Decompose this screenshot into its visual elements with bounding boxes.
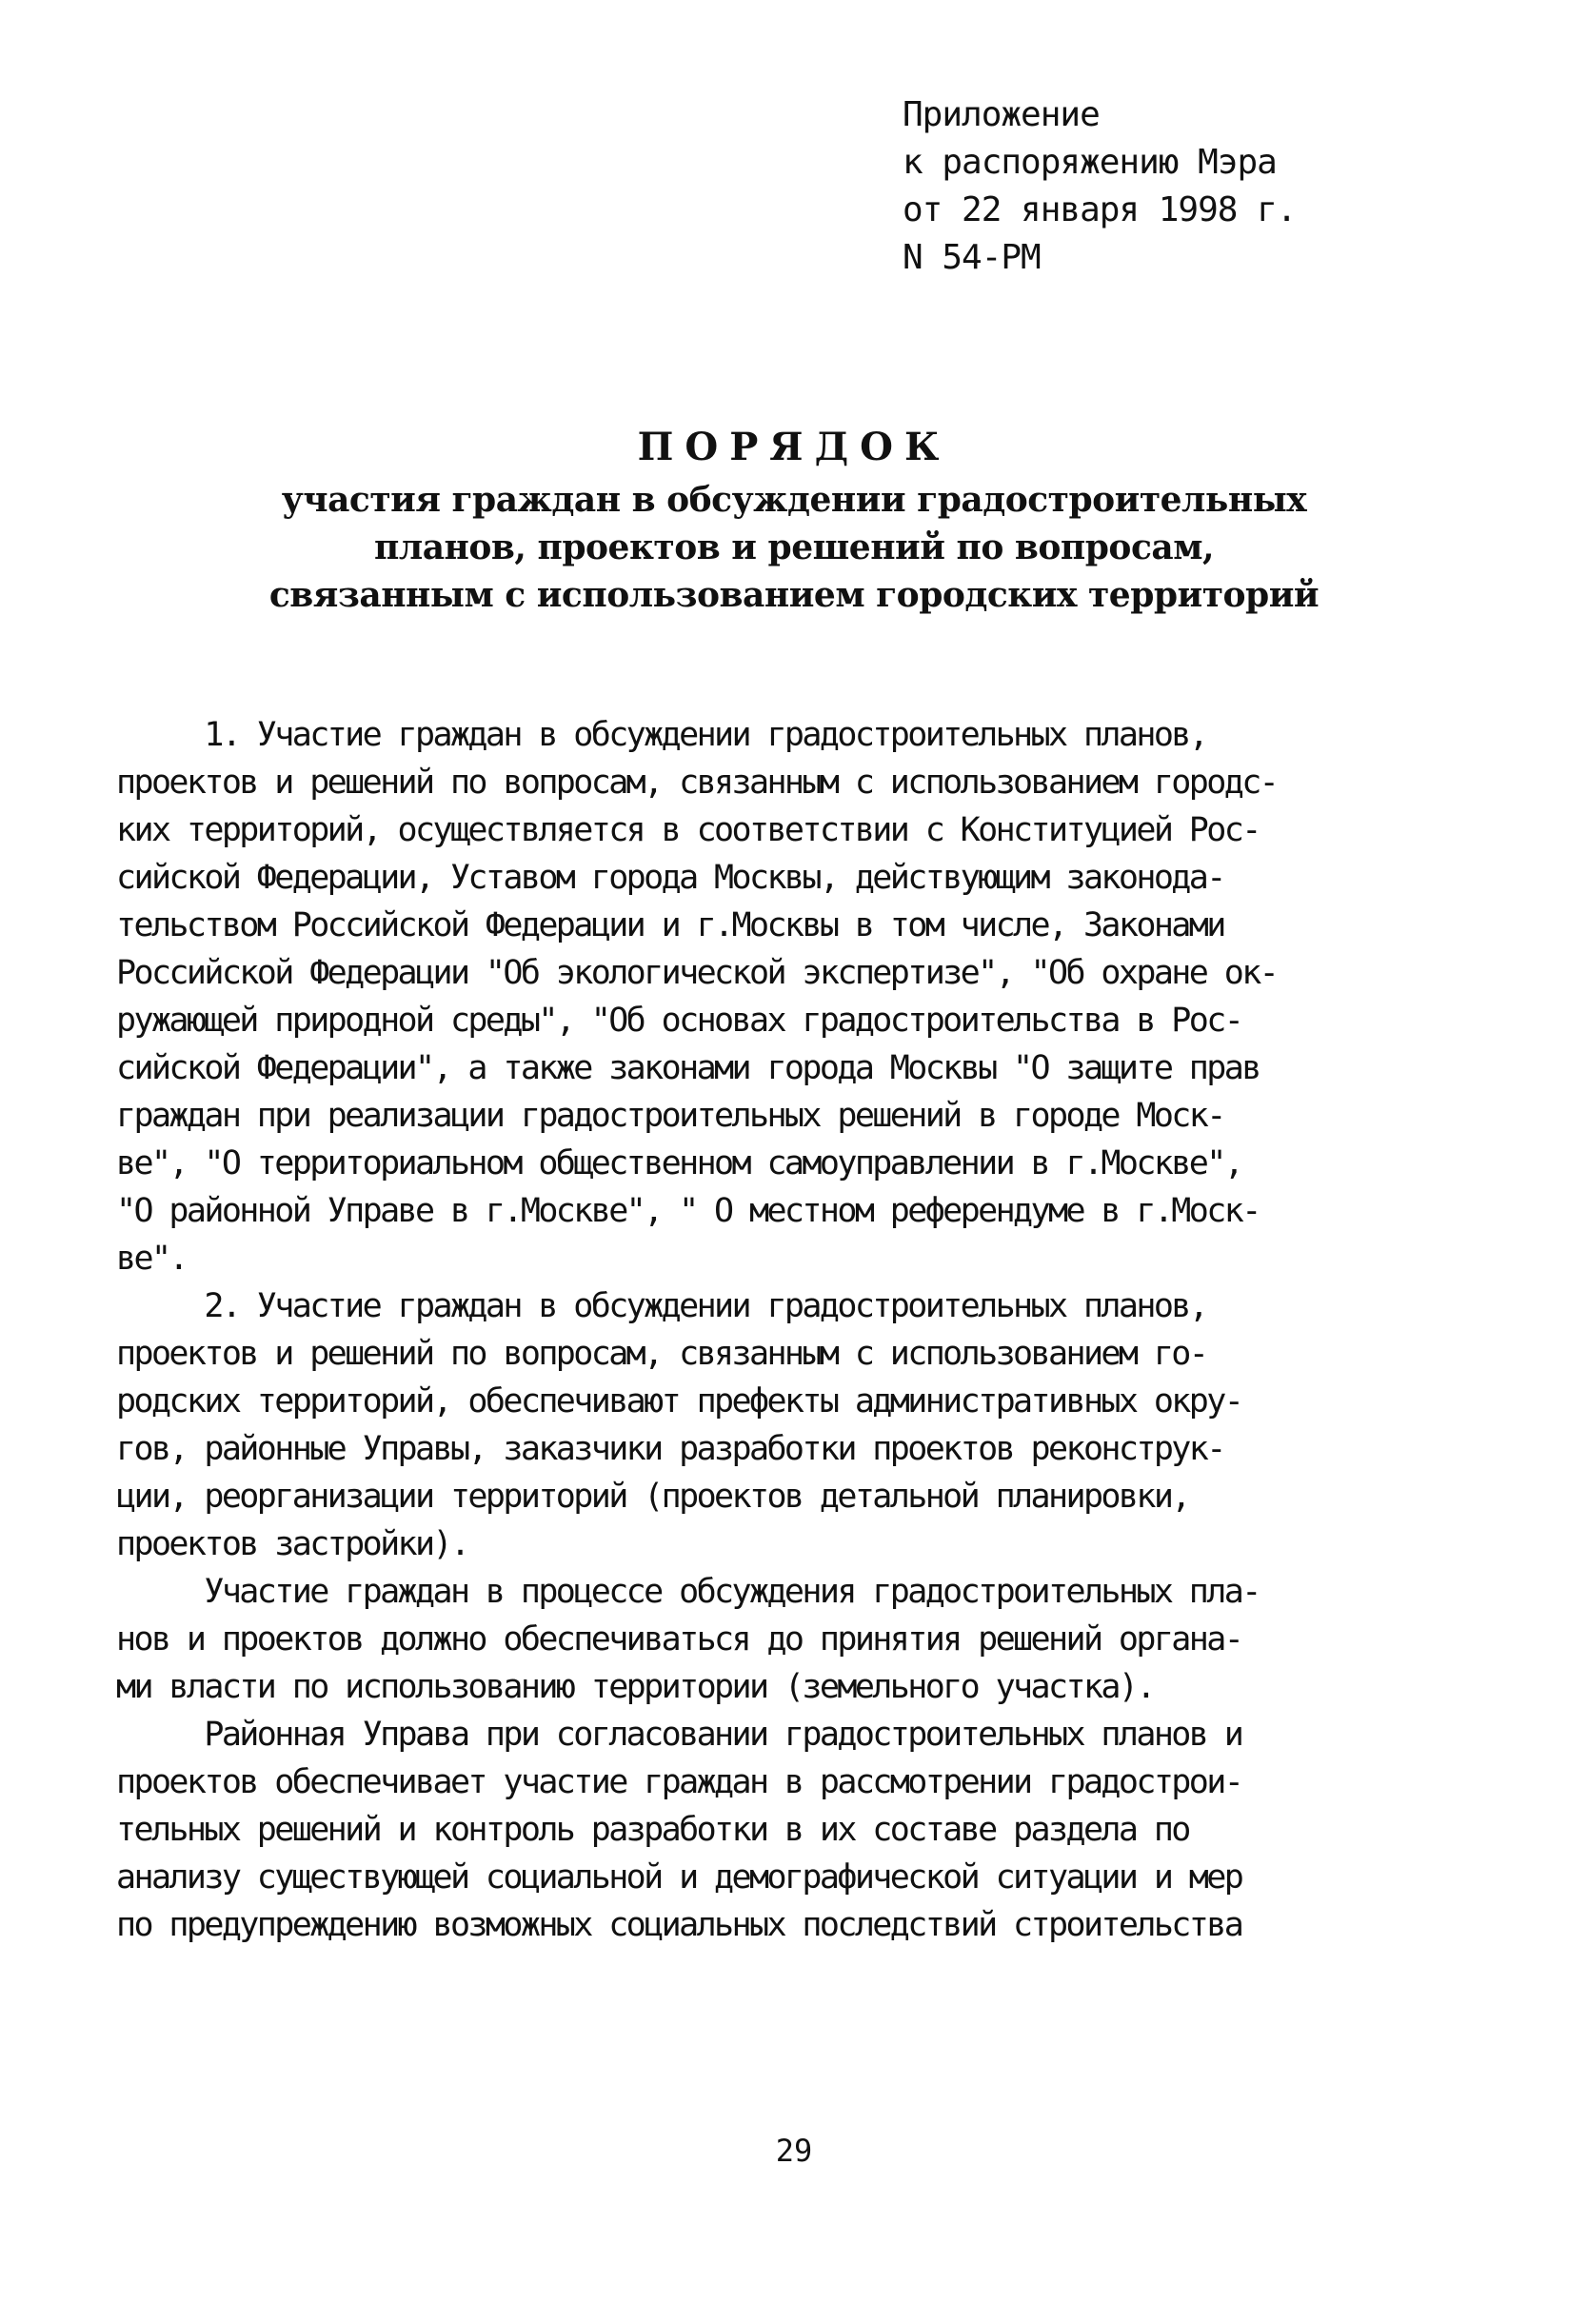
body-line: по предупреждению возможных социальных последствий строительства bbox=[116, 1906, 1242, 1944]
body-line: проектов обеспечивает участие граждан в рассмотрении градострои- bbox=[116, 1763, 1242, 1801]
title-subtitle-line: планов, проектов и решений по вопросам, bbox=[374, 527, 1214, 567]
body-line: ких территорий, осуществляется в соответствии с Конституцией Рос- bbox=[116, 811, 1260, 849]
body-line: тельных решений и контроль разработки в их составе раздела по bbox=[116, 1811, 1189, 1849]
body-line: родских территорий, обеспечивают префекты административных окру- bbox=[116, 1382, 1242, 1420]
title-subtitle-line: связанным с использованием городских территорий bbox=[268, 575, 1320, 615]
body-line: 2. Участие граждан в обсуждении градостроительных планов, bbox=[116, 1287, 1207, 1325]
title-main: ПОРЯДОК bbox=[637, 425, 951, 469]
document-body bbox=[116, 711, 1392, 1949]
body-line: 1. Участие граждан в обсуждении градостроительных планов, bbox=[116, 716, 1207, 754]
appendix-line: N 54-РМ bbox=[903, 238, 1041, 277]
title-subtitle-line: участия граждан в обсуждении градостроительных bbox=[281, 480, 1307, 520]
appendix-line: к распоряжению Мэра bbox=[903, 143, 1277, 182]
appendix-header bbox=[903, 91, 1512, 282]
body-line: ве". bbox=[116, 1240, 187, 1278]
document-title bbox=[190, 419, 1398, 619]
body-line: сийской Федерации", а также законами города Москвы "О защите прав bbox=[116, 1049, 1260, 1087]
body-line: нов и проектов должно обеспечиваться до принятия решений органа- bbox=[116, 1620, 1242, 1659]
body-line: проектов и решений по вопросам, связанным с использованием го- bbox=[116, 1335, 1207, 1373]
body-line: тельством Российской Федерации и г.Москвы в том числе, Законами bbox=[116, 906, 1224, 944]
body-line: гов, районные Управы, заказчики разработки проектов реконструк- bbox=[116, 1430, 1224, 1468]
body-line: проектов застройки). bbox=[116, 1525, 468, 1563]
body-line: граждан при реализации градостроительных решений в городе Моск- bbox=[116, 1097, 1224, 1135]
body-line: анализу существующей социальной и демографической ситуации и мер bbox=[116, 1858, 1242, 1897]
body-line: "О районной Управе в г.Москве", " О местном референдуме в г.Моск- bbox=[116, 1192, 1260, 1230]
appendix-line: Приложение bbox=[903, 95, 1100, 134]
page-number: 29 bbox=[775, 2133, 813, 2169]
body-line: проектов и решений по вопросам, связанным с использованием городс- bbox=[116, 764, 1278, 802]
body-line: ружающей природной среды", "Об основах градостроительства в Рос- bbox=[116, 1002, 1242, 1040]
body-line: ве", "О территориальном общественном самоуправлении в г.Москве", bbox=[116, 1144, 1242, 1182]
body-line: Районная Управа при согласовании градостроительных планов и bbox=[116, 1716, 1242, 1754]
body-line: ми власти по использованию территории (земельного участка). bbox=[116, 1668, 1154, 1706]
body-line: Российской Федерации "Об экологической экспертизе", "Об охране ок- bbox=[116, 954, 1278, 992]
body-line: ции, реорганизации территорий (проектов детальной планировки, bbox=[116, 1478, 1189, 1516]
body-line: сийской Федерации, Уставом города Москвы, действующим законода- bbox=[116, 859, 1224, 897]
body-line: Участие граждан в процессе обсуждения градостроительных пла- bbox=[116, 1573, 1260, 1611]
appendix-line: от 22 января 1998 г. bbox=[903, 190, 1297, 229]
